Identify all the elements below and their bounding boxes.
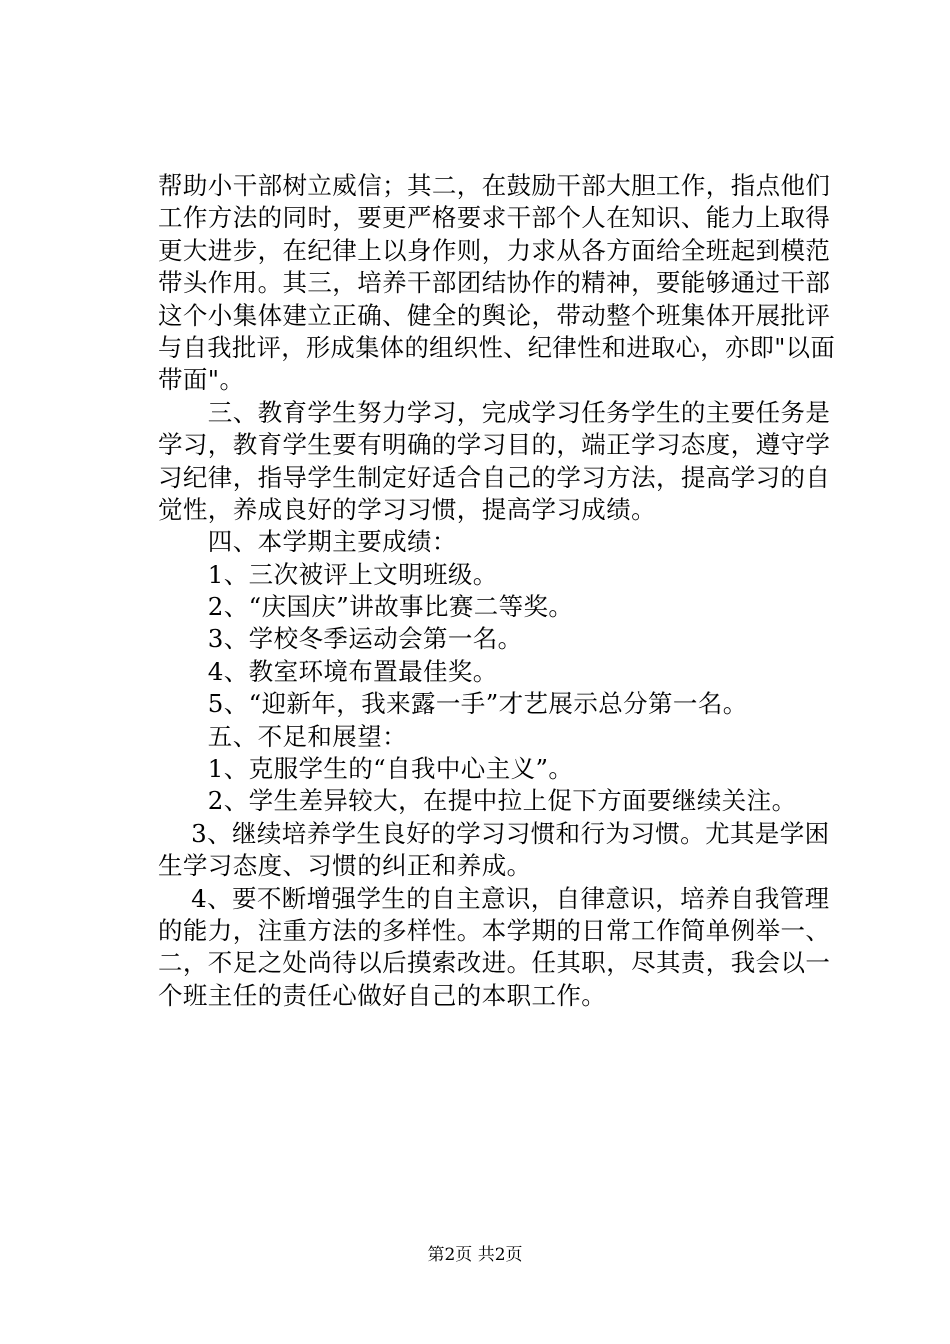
text-line: 二，不足之处尚待以后摸索改进。任其职，尽其责，我会以一 xyxy=(158,948,831,978)
list-item: 3、学校冬季运动会第一名。 xyxy=(158,624,523,654)
text-line: 工作方法的同时，要更严格要求干部个人在知识、能力上取得 xyxy=(158,203,831,233)
list-item: 2、学生差异较大，在提中拉上促下方面要继续关注。 xyxy=(158,786,797,816)
list-item: 5、“迎新年，我来露一手”才艺展示总分第一名。 xyxy=(158,689,748,719)
text-line: 与自我批评，形成集体的组织性、纪律性和进取心，亦即"以面 xyxy=(158,332,836,362)
section-heading-3: 三、教育学生努力学习，完成学习任务学生的主要任务是 xyxy=(158,397,831,427)
text-line: 更大进步，在纪律上以身作则，力求从各方面给全班起到模范 xyxy=(158,235,831,265)
text-line: 帮助小干部树立威信；其二，在鼓励干部大胆工作，指点他们 xyxy=(158,171,831,200)
text-line: 带头作用。其三，培养干部团结协作的精神，要能够通过干部 xyxy=(158,268,831,298)
text-line: 生学习态度、习惯的纠正和养成。 xyxy=(158,851,532,881)
text-line: 这个小集体建立正确、健全的舆论，带动整个班集体开展批评 xyxy=(158,300,831,330)
text-line: 学习，教育学生要有明确的学习目的，端正学习态度，遵守学 xyxy=(158,430,831,460)
text-line: 个班主任的责任心做好自己的本职工作。 xyxy=(158,980,607,1010)
list-item: 4、教室环境布置最佳奖。 xyxy=(158,656,498,686)
document-body xyxy=(158,170,838,1012)
list-item: 1、克服学生的“自我中心主义”。 xyxy=(158,754,574,784)
text-line: 的能力，注重方法的多样性。本学期的日常工作简单例举一、 xyxy=(158,915,831,945)
text-line: 习纪律，指导学生制定好适合自己的学习方法，提高学习的自 xyxy=(158,462,831,492)
text-line: 带面"。 xyxy=(158,365,245,395)
page-number-footer: 第2页 共2页 xyxy=(427,1245,523,1265)
list-item: 4、要不断增强学生的自主意识，自律意识，培养自我管理 xyxy=(158,883,830,913)
section-heading-4: 四、本学期主要成绩： xyxy=(158,527,457,557)
section-heading-5: 五、不足和展望： xyxy=(158,721,407,751)
list-item: 1、三次被评上文明班级。 xyxy=(158,559,498,589)
list-item: 2、“庆国庆”讲故事比赛二等奖。 xyxy=(158,592,574,622)
list-item: 3、继续培养学生良好的学习习惯和行为习惯。尤其是学困 xyxy=(158,818,830,848)
text-line: 觉性，养成良好的学习习惯，提高学习成绩。 xyxy=(158,494,656,524)
